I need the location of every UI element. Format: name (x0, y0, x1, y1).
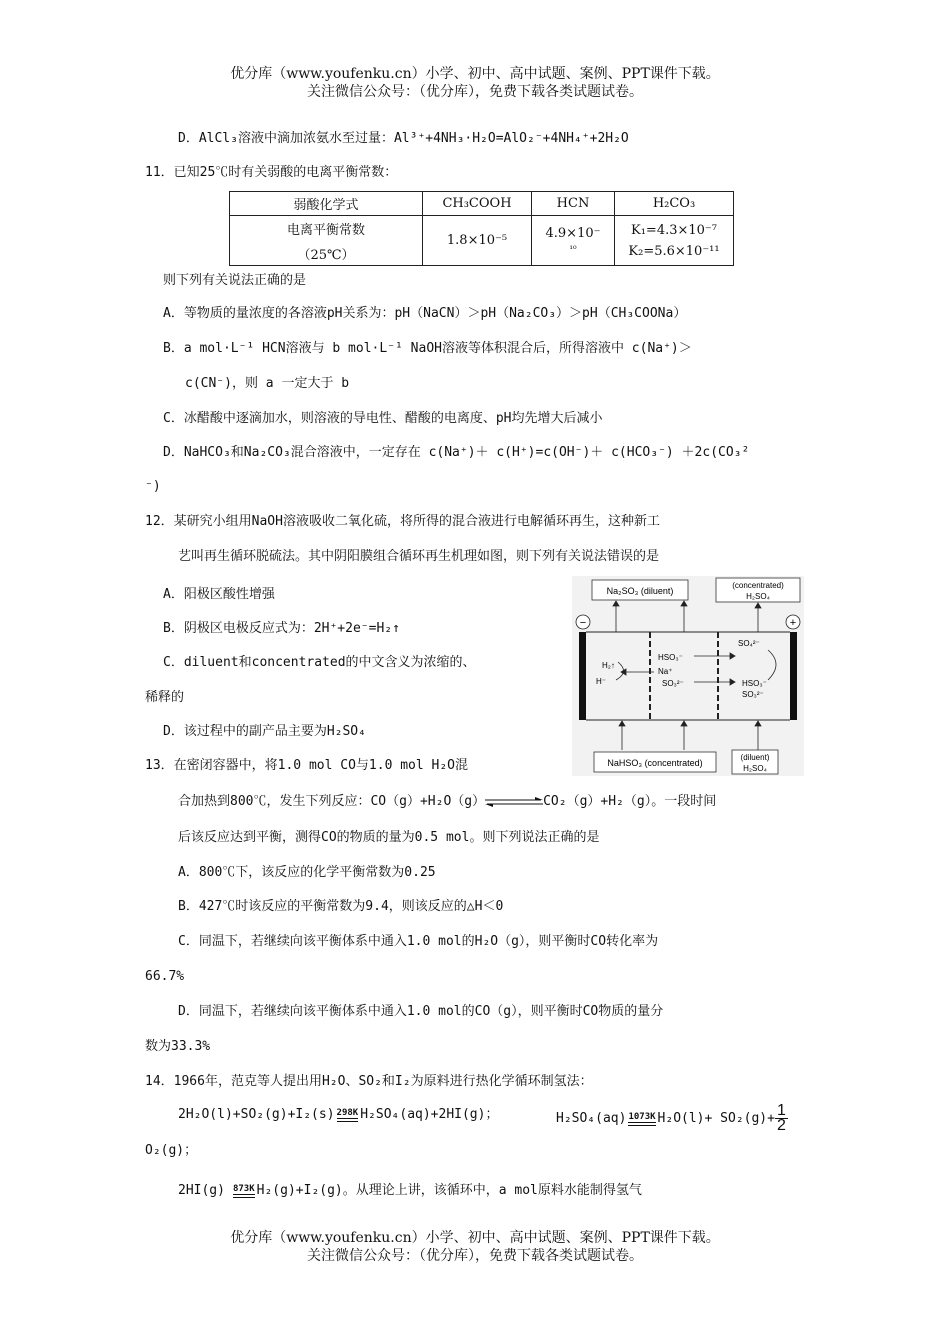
q12-option-c-line1: C．diluent和concentrated的中文含义为浓缩的、 (163, 655, 476, 670)
eq3-condition (233, 1184, 255, 1198)
species-so3-right: SO₃²⁻ (742, 690, 764, 699)
diluent-h2so4-label-2: H₂SO₄ (743, 764, 767, 773)
q13-option-d-line1: D．同温下，若继续向该平衡体系中通入1.0 mol的CO（g），则平衡时CO物质的量分 (178, 1004, 664, 1019)
fraction-denominator: 2 (776, 1117, 786, 1134)
species-na: Na⁺ (658, 667, 673, 676)
q13-option-c-line1: C．同温下，若继续向该平衡体系中通入1.0 mol的H₂O（g），则平衡时CO转化率为 (178, 934, 659, 949)
q12-stem-line2: 艺叫再生循环脱硫法。其中阴阳膜组合循环再生机理如图，则下列有关说法错误的是 (178, 549, 660, 564)
eq3-reactants: 2HI(g) (178, 1183, 225, 1198)
q12-option-c-line2: 稀释的 (145, 690, 185, 705)
eq2-products: H₂O(l)+ SO₂(g)+ (657, 1111, 775, 1126)
diagram-background (572, 576, 804, 776)
q14-equation-1 (178, 1106, 498, 1124)
table-header-hcn: HCN (532, 192, 615, 216)
q13-stem-line2 (178, 793, 716, 811)
q12-option-a: A．阳极区酸性增强 (163, 587, 275, 602)
species-h2: H₂↑ (602, 661, 615, 670)
q11-option-b-line2: c(CN⁻)，则 a 一定大于 b (185, 376, 350, 391)
table-cell-ch3cooh: 1.8×10⁻⁵ (423, 216, 532, 266)
q13-option-c-line2: 66.7% (145, 969, 185, 984)
header-line-2: 关注微信公众号：（优分库），免费下载各类试题试卷。 (307, 84, 643, 100)
q13-reactants: 合加热到800℃，发生下列反应：CO（g）+H₂O（g） (178, 794, 486, 809)
q11-stem: 11．已知25℃时有关弱酸的电离平衡常数： (145, 165, 398, 180)
eq3-double-bar (233, 1194, 255, 1198)
eq1-products: H₂SO₄(aq)+2HI(g)； (360, 1107, 499, 1122)
diluent-na2so3-label: Na₂SO₃ (diluent) (606, 586, 674, 596)
q11-option-c: C．冰醋酸中逐滴加水，则溶液的导电性、醋酸的电离度、pH均先增大后减小 (163, 411, 603, 426)
species-hso3-right: HSO₃⁻ (742, 679, 767, 688)
q14-stem: 14．1966年，范克等人提出用H₂O、SO₂和I₂为原料进行热化学循环制氢法： (145, 1074, 593, 1089)
q13-stem-line3: 后该反应达到平衡，测得CO的物质的量为0.5 mol。则下列说法正确的是 (178, 830, 600, 845)
table-header-h2co3: H₂CO₃ (615, 192, 734, 216)
q14-equation-2-tail: O₂(g)； (145, 1143, 198, 1158)
q14-equation-2 (556, 1104, 788, 1133)
eq2-condition-label: 1073K (628, 1111, 656, 1122)
q14-equation-3 (178, 1182, 642, 1200)
eq3-products: H₂(g)+I₂(g)。从理论上讲，该循环中，a mol原料水能制得氢气 (256, 1183, 642, 1198)
header-line-1: 优分库（www.youfenku.cn）小学、初中、高中试题、案例、PPT课件下载。 (230, 66, 720, 82)
species-hso3: HSO₃⁻ (658, 653, 683, 662)
table-cell-hcn-line2: ¹⁰ (569, 245, 577, 255)
q11-ask: 则下列有关说法正确的是 (163, 273, 307, 288)
table-header-label: 弱酸化学式 (230, 192, 423, 216)
equilibrium-arrow-icon (485, 795, 543, 809)
table-cell-k1: K₁=4.3×10⁻⁷ (631, 222, 717, 238)
q13-option-b: B．427℃时该反应的平衡常数为9.4，则该反应的△H＜0 (178, 899, 504, 914)
q13-stem-line1: 13．在密闭容器中，将1.0 mol CO与1.0 mol H₂O混 (145, 758, 469, 773)
q11-option-a: A．等物质的量浓度的各溶液pH关系为：pH（NaCN）＞pH（Na₂CO₃）＞pH（CH₃COONa） (163, 306, 687, 321)
table-cell-hcn (532, 216, 615, 266)
q11-option-d-line1: D．NaHCO₃和Na₂CO₃混合溶液中，一定存在 c(Na⁺)＋ c(H⁺)=c(OH⁻)＋ c(HCO₃⁻) ＋2c(CO₃² (163, 445, 750, 460)
q12-option-d: D．该过程中的副产品主要为H₂SO₄ (163, 724, 366, 739)
q13-option-d-line2: 数为33.3% (145, 1039, 211, 1054)
fraction-numerator: 1 (776, 1102, 786, 1119)
eq1-condition-label: 298K (336, 1107, 359, 1118)
anode-plate (790, 632, 797, 720)
table-cell-hcn-line1: 4.9×10⁻ (545, 226, 601, 241)
q11-option-d-line2: ⁻) (145, 479, 161, 494)
table-row-label-line1: 电离平衡常数 (286, 222, 365, 238)
table-row-label (230, 216, 423, 266)
eq1-reactants: 2H₂O(l)+SO₂(g)+I₂(s) (178, 1107, 335, 1122)
concentrated-h2so4-label-2: H₂SO₄ (746, 592, 770, 601)
cathode-plate (579, 632, 586, 720)
eq2-reactants: H₂SO₄(aq) (556, 1111, 627, 1126)
table-row-label-line2: （25℃） (297, 247, 355, 263)
concentrated-h2so4-label-1: (concentrated) (732, 581, 784, 590)
electrolysis-diagram (572, 576, 804, 776)
diluent-h2so4-label-1: (diluent) (740, 753, 770, 762)
species-so3: SO₃²⁻ (662, 679, 684, 688)
q12-stem-line1: 12．某研究小组用NaOH溶液吸收二氧化硫，将所得的混合液进行电解循环再生，这种新工 (145, 514, 660, 529)
table-cell-h2co3 (615, 216, 734, 266)
one-half-fraction (775, 1104, 788, 1133)
anode-sign: + (789, 617, 797, 629)
eq1-double-bar (337, 1118, 359, 1122)
table-header-ch3cooh: CH₃COOH (423, 192, 532, 216)
q10-option-d: D．AlCl₃溶液中滴加浓氨水至过量：Al³⁺+4NH₃·H₂O=AlO₂⁻+4NH₄⁺+2H₂O (178, 131, 629, 146)
q12-option-b: B．阴极区电极反应式为：2H⁺+2e⁻=H₂↑ (163, 621, 400, 636)
table-cell-k2: K₂=5.6×10⁻¹¹ (628, 243, 720, 259)
eq2-double-bar (628, 1122, 655, 1126)
eq2-condition (628, 1112, 655, 1126)
species-h-minus: H⁻ (596, 677, 606, 686)
q13-option-a: A．800℃下，该反应的化学平衡常数为0.25 (178, 865, 436, 880)
eq1-condition (337, 1108, 359, 1122)
ionization-constants-table (229, 191, 734, 266)
eq3-condition-label: 873K (232, 1183, 255, 1194)
species-so4: SO₄²⁻ (738, 639, 760, 648)
q13-products: CO₂（g）+H₂（g）。一段时间 (543, 794, 717, 809)
cathode-sign: − (579, 617, 587, 629)
concentrated-nahso3-label: NaHSO₃ (concentrated) (607, 758, 703, 768)
footer-line-2: 关注微信公众号：（优分库），免费下载各类试题试卷。 (307, 1248, 643, 1264)
q11-option-b-line1: B．a mol·L⁻¹ HCN溶液与 b mol·L⁻¹ NaOH溶液等体积混合后，所得溶液中 c(Na⁺)＞ (163, 341, 692, 356)
footer-line-1: 优分库（www.youfenku.cn）小学、初中、高中试题、案例、PPT课件下载。 (230, 1230, 720, 1246)
